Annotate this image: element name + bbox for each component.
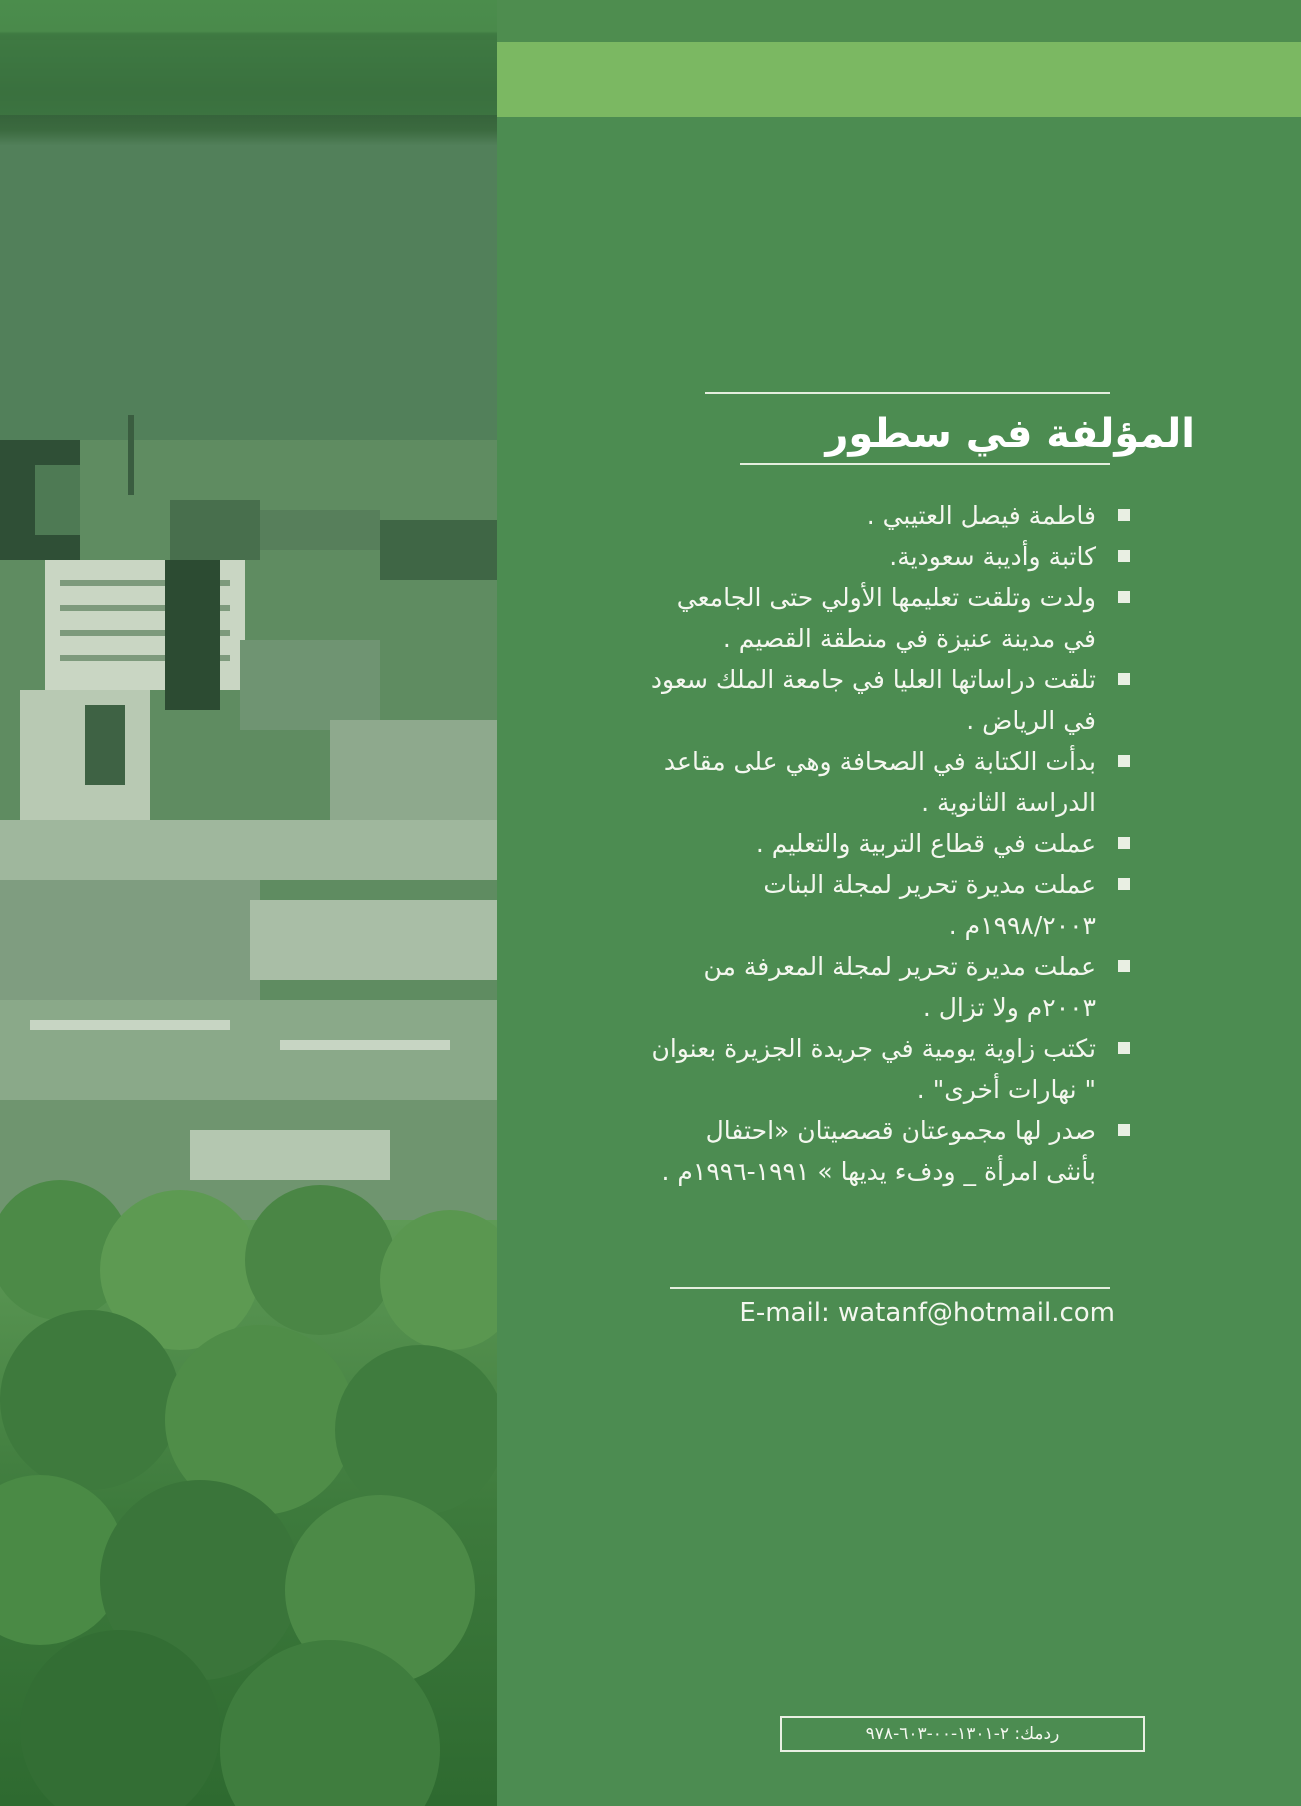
square-bullet-icon (1118, 550, 1130, 562)
square-bullet-icon (1118, 673, 1130, 685)
bio-item: تلقت دراساتها العليا في جامعة الملك سعود في الرياض . (650, 659, 1130, 741)
bio-item: بدأت الكتابة في الصحافة وهي على مقاعد الدراسة الثانوية . (650, 741, 1130, 823)
square-bullet-icon (1118, 755, 1130, 767)
square-bullet-icon (1118, 837, 1130, 849)
square-bullet-icon (1118, 878, 1130, 890)
bio-item: تكتب زاوية يومية في جريدة الجزيرة بعنوان " نهارات أخرى" . (650, 1028, 1130, 1110)
bio-item: عملت مديرة تحرير لمجلة المعرفة من ٢٠٠٣م ولا تزال . (650, 946, 1130, 1028)
top-band-light (497, 42, 1301, 117)
author-email: E-mail: watanf@hotmail.com (739, 1298, 1115, 1328)
bio-item: صدر لها مجموعتان قصصيتان «احتفال بأنثى امرأة _ ودفء يديها » ١٩٩١-١٩٩٦م . (650, 1110, 1130, 1192)
heading-rule-top (705, 392, 1110, 394)
bio-heading: المؤلفة في سطور (825, 411, 1195, 457)
square-bullet-icon (1118, 960, 1130, 972)
email-rule (670, 1287, 1110, 1289)
bio-item: عملت في قطاع التربية والتعليم . (650, 823, 1130, 864)
bio-item: فاطمة فيصل العتيبي . (650, 495, 1130, 536)
square-bullet-icon (1118, 1042, 1130, 1054)
bio-item: كاتبة وأديبة سعودية. (650, 536, 1130, 577)
bio-list (650, 495, 1130, 1192)
square-bullet-icon (1118, 1124, 1130, 1136)
bio-item: عملت مديرة تحرير لمجلة البنات ١٩٩٨/٢٠٠٣م . (650, 864, 1130, 946)
top-band-dark (497, 0, 1301, 42)
square-bullet-icon (1118, 509, 1130, 521)
heading-rule-bottom (740, 463, 1110, 465)
bio-item: ولدت وتلقت تعليمها الأولي حتى الجامعي في مدينة عنيزة في منطقة القصيم . (650, 577, 1130, 659)
square-bullet-icon (1118, 591, 1130, 603)
isbn-box: ردمك: ٢-١٣٠١-٠٠-٦٠٣-٩٧٨ (780, 1716, 1145, 1752)
city-skyline-photo (0, 0, 497, 1806)
